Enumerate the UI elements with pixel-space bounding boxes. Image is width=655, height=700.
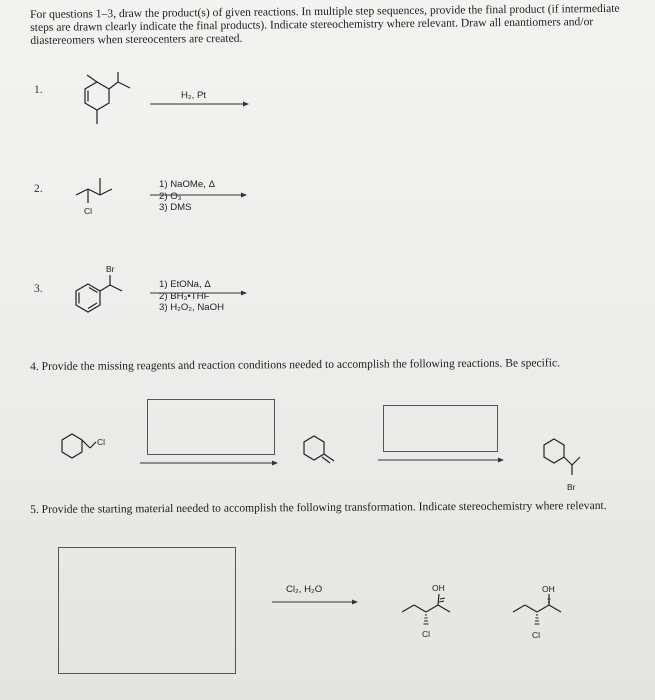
q2-reagent-line-2: 2) O₃: [159, 190, 182, 202]
q4-reaction-arrow-2: [378, 456, 508, 464]
question-2-number: 2.: [34, 183, 43, 195]
question-5-heading: 5. Provide the starting material needed to accomplish the following transformation. Indicate stereochemistry where relevant.: [30, 498, 607, 516]
q5-chlorohydrin-product-1: [398, 580, 470, 644]
q4-answer-box-1[interactable]: [147, 399, 275, 455]
q5-reagents: Cl₂, H₂O: [286, 584, 323, 595]
question-4-heading: 4. Provide the missing reagents and reaction conditions needed to accomplish the following reactions. Be specific.: [30, 356, 561, 373]
q4-bromine-label: Br: [567, 482, 576, 492]
q2-alkyl-chloride-structure: [72, 172, 132, 222]
question-1-number: 1.: [34, 84, 43, 96]
q4-bromo-product-structure: [540, 435, 590, 495]
q4-chlorine-label: Cl: [97, 437, 106, 447]
q3-bromine-label: Br: [106, 264, 115, 274]
q5-chlorohydrin-product-2: [505, 582, 585, 646]
q2-reaction-arrow: [150, 191, 250, 199]
q3-reagent-line-2: 2) BH₃•THF: [159, 290, 210, 302]
q3-reagent-line-1: 1) EtONa, Δ: [159, 279, 211, 290]
q5-product-2-hydroxyl-label: OH: [542, 584, 555, 594]
q5-starting-material-box[interactable]: [58, 547, 236, 674]
q2-chlorine-label: Cl: [84, 206, 93, 216]
q4-answer-box-2[interactable]: [383, 405, 498, 452]
q5-product-2-chlorine-label: Cl: [532, 630, 541, 640]
q3-reagent-line-3: 3) H₂O₂, NaOH: [159, 302, 225, 313]
instructions-text: For questions 1–3, draw the product(s) of given reactions. In multiple step sequences, provide the final product (if intermediate steps are drawn clearly indicate the final products). Indicate stereochemistry where relevant. Draw all enantiomers and/or diastereomers when stereocenters are created.: [30, 1, 620, 47]
q5-reaction-arrow: [272, 598, 362, 606]
q4-reaction-arrow-1: [140, 459, 280, 467]
q3-bromoalkyl-benzene-structure: [70, 262, 140, 322]
q4-chloromethylcyclohexane-structure: [58, 428, 118, 468]
q5-product-1-chlorine-label: Cl: [422, 629, 431, 639]
q2-reagent-line-3: 3) DMS: [159, 202, 192, 213]
question-3-number: 3.: [34, 283, 43, 295]
q2-reagent-line-1: 1) NaOMe, Δ: [159, 179, 215, 190]
q3-reaction-arrow: [150, 289, 250, 297]
q1-reagent-line-1: H₂, Pt: [181, 90, 207, 101]
q1-reaction-arrow: [150, 100, 250, 108]
q4-methylenecyclohexane-structure: [300, 428, 350, 468]
q5-product-1-hydroxyl-label: OH: [432, 583, 445, 593]
q1-substituted-cyclohexene-structure: [70, 72, 140, 134]
